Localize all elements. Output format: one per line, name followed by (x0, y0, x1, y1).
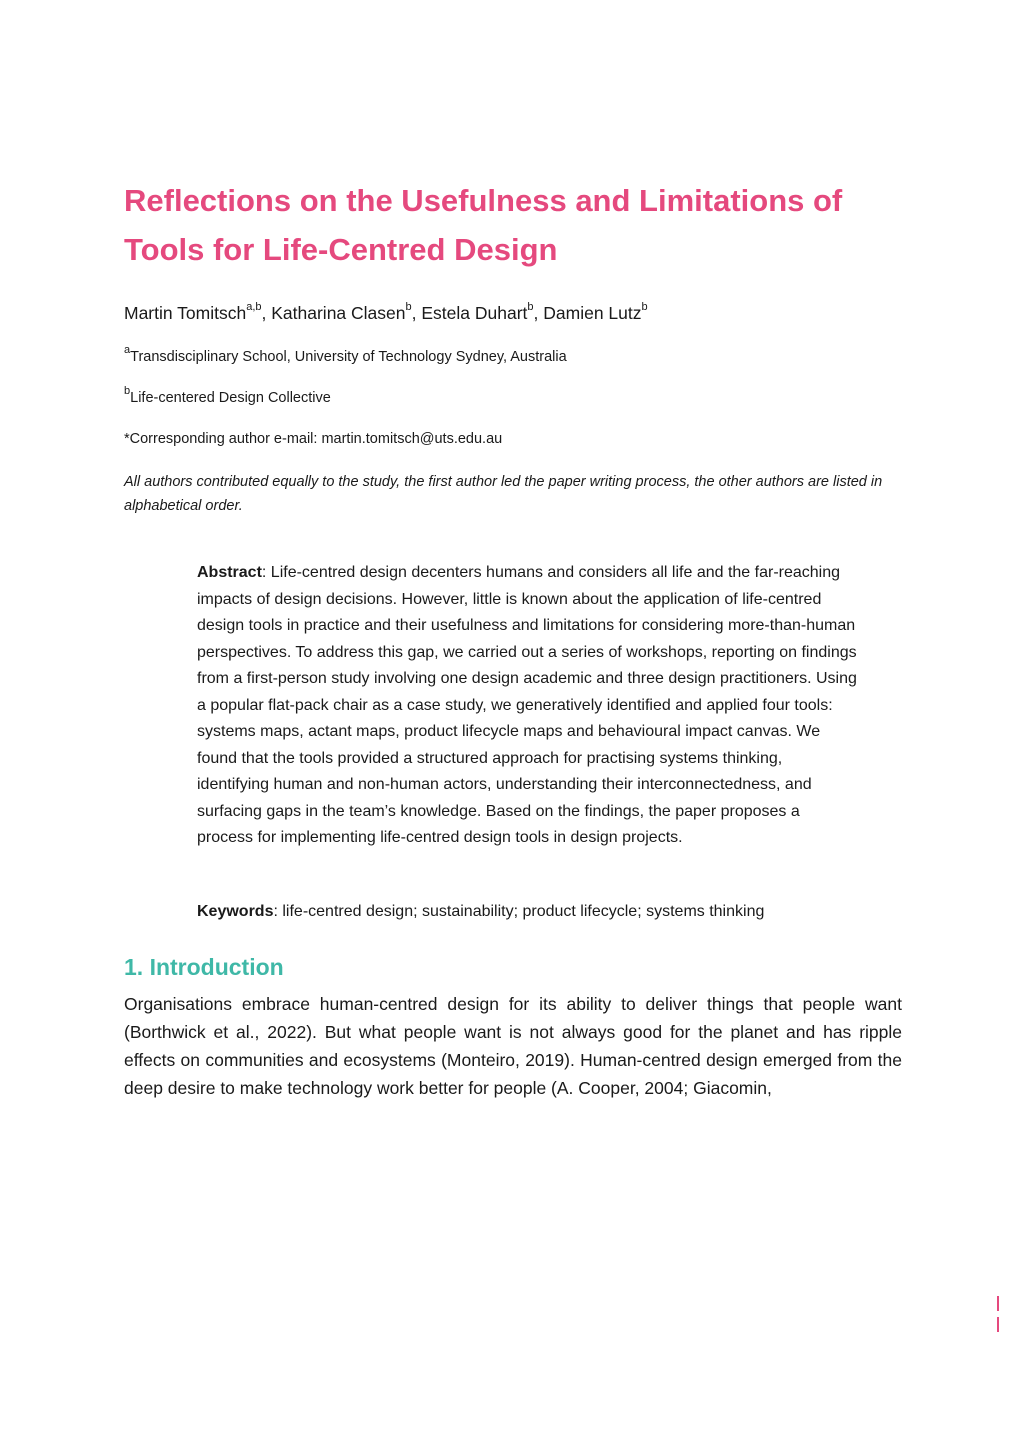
margin-marks (995, 1296, 1001, 1338)
author-name: Estela Duhart (421, 303, 528, 323)
corresponding-author: *Corresponding author e-mail: martin.tomitsch@uts.edu.au (124, 431, 503, 447)
keywords-label: Keywords (197, 903, 274, 920)
author-name: Damien Lutz (543, 303, 642, 323)
author-separator: , (411, 303, 422, 323)
author-affiliation-mark: b (641, 301, 648, 314)
section-body: Organisations embrace human-centred design for its ability to deliver things that people want (Borthwick et al., 2022). But what people want is not always good for the planet and has ripple effects on communities and ecosystems (Monteiro, 2019). Human-centred design emerged from the deep desire to make technology work better for people (A. Cooper, 2004; Giacomin, (124, 994, 902, 1098)
author-list (124, 301, 914, 325)
author-affiliation-mark: b (527, 301, 534, 314)
author-separator: , (533, 303, 544, 323)
author-affiliation-mark: b (405, 301, 412, 314)
keywords-text: : life-centred design; sustainability; product lifecycle; systems thinking (273, 903, 765, 920)
abstract-label: Abstract (197, 564, 262, 581)
author-contribution-note: All authors contributed equally to the study, the first author led the paper writing process, the other authors are listed in alphabetical order. (124, 474, 883, 514)
margin-mark (997, 1296, 999, 1311)
affiliation-text: Transdisciplinary School, University of Technology Sydney, Australia (130, 349, 567, 365)
author (543, 303, 647, 323)
author-name: Martin Tomitsch (124, 303, 247, 323)
section-heading: 1. Introduction (124, 954, 284, 980)
affiliation-mark: b (124, 385, 131, 398)
keywords (197, 899, 857, 926)
author-name: Katharina Clasen (271, 303, 406, 323)
margin-mark (997, 1317, 999, 1332)
abstract-text: : Life-centred design decenters humans and considers all life and the far-reaching impacts of design decisions. However, little is known about the application of life-centred design tools in practice and their usefulness and limitations for considering more-than-human perspectives. To address this gap, we carried out a series of workshops, reporting on findings from a first-person study involving one design academic and three design practitioners. Using a popular flat-pack chair as a case study, we generatively identified and applied four tools: systems maps, actant maps, product lifecycle maps and behavioural impact canvas. We found that the tools provided a structured approach for practising systems thinking, identifying human and non-human actors, understanding their interconnectedness, and surfacing gaps in the team’s knowledge. Based on the findings, the paper proposes a process for implementing life-centred design tools in design projects. (197, 564, 857, 846)
author (421, 303, 543, 323)
author-separator: , (261, 303, 272, 323)
author-affiliation-mark: a,b (246, 301, 262, 314)
paper-title: Reflections on the Usefulness and Limitations of Tools for Life-Centred Design (124, 183, 843, 267)
affiliation-mark: a (124, 344, 131, 357)
affiliation (124, 344, 914, 367)
author (271, 303, 421, 323)
affiliation-text: Life-centered Design Collective (130, 390, 331, 406)
abstract (197, 560, 857, 852)
affiliation (124, 385, 914, 408)
author (124, 303, 271, 323)
